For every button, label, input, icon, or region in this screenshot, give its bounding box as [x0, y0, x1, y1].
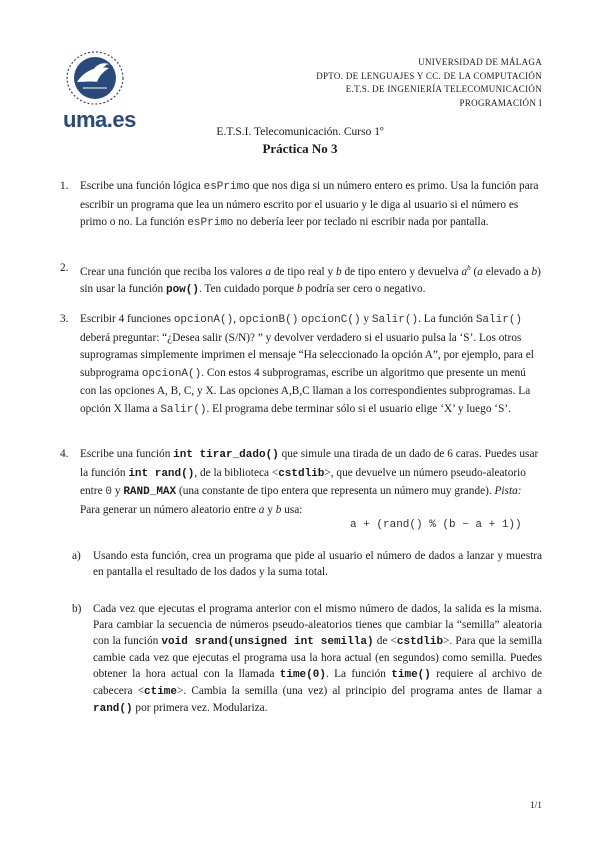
code-opciona: opcionA(): [141, 367, 202, 380]
code-esprimo: esPrimo: [187, 217, 234, 229]
course-line: E.T.S.I. Telecomunicación. Curso 1º: [216, 126, 384, 138]
code-tirar-dado: int tirar_dado(): [173, 449, 279, 461]
header-school: E.T.S. DE INGENIERÍA TELECOMUNICACIÓN: [345, 84, 542, 94]
code-rand-call: rand(): [93, 703, 133, 715]
logo-wordmark: uma.es: [63, 107, 136, 132]
code-ctime: ctime: [144, 686, 178, 698]
exercise-number: 1.: [60, 180, 69, 192]
exercise-2: 2. Crear una función que reciba los valores a de tipo real y b de tipo entero y devuelva $a^b$ (a elevado a b) sin usar la función pow(). Ten cuidado porque b podría ser cero o negativo.: [60, 262, 541, 297]
header-department: DPTO. DE LENGUAJES Y CC. DE LA COMPUTACIÓN: [316, 70, 542, 81]
code-esprimo: esPrimo: [203, 181, 250, 193]
code-salir: Salir(): [160, 403, 207, 416]
exercise-3: 3. Escribir 4 funciones opcionA(), opcionB() opcionC() y Salir(). La función Salir() deberá preguntar: “¿Desea salir (S/N)? ” y devolver verdadero si el usuario pulsa la ‘S’. Los otros suprogramas simplemente imprimen el mensaje “Ha seleccionado la opción A”, por ejemplo, para el subprograma opcionA(). Con estos 4 subprogramas, escribe un algoritmo que presente un menú con las opciones A, B, C, y X. Las opciones A,B,C llaman a los correspondientes subprogramas. La opción X llama a Salir(). El programa debe terminar sólo si el usuario elige ‘X’ y luego ‘S’.: [60, 313, 534, 416]
page-title: Práctica No 3: [262, 141, 338, 156]
exercise-number: 2.: [60, 262, 69, 274]
exercise-1: 1. Escribe una función lógica esPrimo que nos diga si un número entero es primo. Usa la función para escribir un programa que lea un número escrito por el usuario y le diga al usuario si el número es primo o no. La función esPrimo no debería leer por teclado ni escribir nada por pantalla.: [60, 180, 539, 229]
sub-letter: a): [72, 550, 81, 562]
code-opcionb: opcionB(): [238, 314, 299, 326]
random-formula: a + (rand() % (b − a + 1)): [350, 519, 522, 531]
bird-emblem-icon: [63, 48, 127, 106]
code-opciona: opcionA(): [173, 314, 234, 326]
university-logo: [63, 48, 136, 132]
exercise-4: 4. Escribe una función int tirar_dado() que simule una tirada de un dado de 6 caras. Puedes usar la función int rand(), de la biblioteca <cstdlib>, que devuelve un número pseudo-aleatorio entre 0 y RAND_MAX (una constante de tipo entera que representa un número muy grande). Pista: Para generar un número aleatorio entre a y b usa:: [60, 448, 539, 516]
code-opcionc: opcionC(): [301, 314, 361, 326]
exercise-number: 4.: [60, 448, 69, 460]
code-cstdlib: cstdlib: [396, 636, 444, 648]
sub-letter: b): [72, 603, 82, 615]
code-rand: int rand(): [128, 467, 195, 480]
code-pow: pow(): [165, 284, 199, 297]
code-cstdlib: cstdlib: [278, 467, 325, 480]
code-time-zero: time(0): [279, 669, 326, 681]
header-course: PROGRAMACIÓN I: [459, 97, 542, 108]
code-salir: Salir(): [475, 314, 523, 326]
code-rand-max: RAND_MAX: [123, 486, 177, 498]
exercise-4b: b) Cada vez que ejecutas el programa anterior con el mismo número de dados, la salida es la misma. Para cambiar la secuencia de números pseudo-aleatorios tienes que cambiar la “semilla” aleatoria con la función void srand(unsigned int semilla) de <cstdlib>. Para que la semilla cambie cada vez que ejecutas el programa usa la hora actual (en segundos) como semilla. Puedes obtener la hora actual con la llamada time(0). La función time() requiere al archivo de cabecera <ctime>. Cambia la semilla (una vez) al principio del programa antes de llamar a rand() por primera vez. Modulariza.: [72, 603, 542, 715]
code-time: time(): [391, 669, 431, 681]
department-header: [316, 56, 542, 110]
code-zero: 0: [105, 486, 113, 498]
exercise-4a: a) Usando esta función, crea un programa que pide al usuario el número de dados a lanzar y muestra en pantalla el resultado de los dados y la suma total.: [72, 550, 542, 578]
hint-label: Pista:: [494, 485, 522, 497]
header-university: UNIVERSIDAD DE MÁLAGA: [418, 57, 542, 67]
page-number: 1/1: [529, 801, 542, 811]
code-salir: Salir(): [371, 314, 419, 326]
exercise-number: 3.: [60, 313, 69, 325]
code-srand: void srand(unsigned int semilla): [161, 636, 374, 648]
